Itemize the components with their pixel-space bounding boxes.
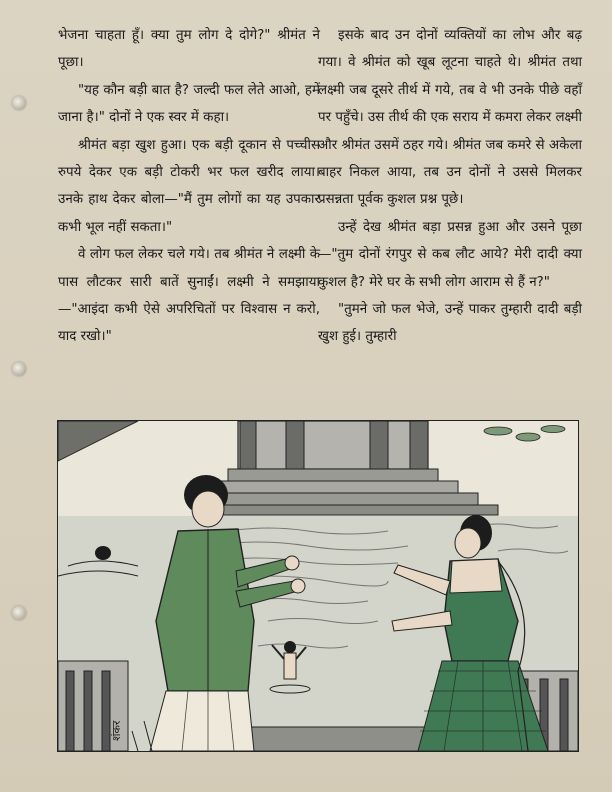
right-text-column: [318, 22, 582, 351]
artist-signature: शंकर: [110, 720, 123, 741]
left-text-column: [58, 22, 320, 351]
story-illustration: [57, 420, 579, 752]
illustration-svg: [58, 421, 578, 751]
paragraph: भेजना चाहता हूँ। क्या तुम लोग दे दोगे?" श्रीमंत ने पूछा।: [58, 28, 320, 71]
binder-hole: [12, 96, 26, 110]
paragraph: वे लोग फल लेकर चले गये। तब श्रीमंत ने लक्ष्मी के पास लौटकर सारी बातें सुनाईं। लक्ष्मी ने समझाया—"आइंदा कभी ऐसे अपरिचितों पर विश्वास न करो, याद रखो।": [58, 247, 320, 345]
paragraph: "तुमने जो फल भेजे, उन्हें पाकर तुम्हारी दादी बड़ी खुश हुई। तुम्हारी: [318, 302, 582, 345]
paragraph: "यह कौन बड़ी बात है? जल्दी फल लेते आओ, हमें जाना है।" दोनों ने एक स्वर में कहा।: [58, 82, 320, 126]
paragraph: श्रीमंत बड़ा खुश हुआ। एक बड़ी दूकान से पच्चीस रुपये देकर एक बड़ी टोकरी भर फल खरीद लाया। उनके हाथ देकर बोला—"मैं तुम लोगों का यह उपकार कभी भूल नहीं सकता।": [58, 137, 320, 235]
paragraph: उन्हें देख श्रीमंत बड़ा प्रसन्न हुआ और उसने पूछा—"तुम दोनों रंगपुर से कब लौट आये? मेरी दादी क्या कुशल है? मेरे घर के सभी लोग आराम से हैं न?": [318, 219, 582, 290]
binder-hole: [12, 362, 26, 376]
ghat-pillars-left: [66, 671, 110, 751]
binder-hole: [12, 606, 26, 620]
paragraph: इसके बाद उन दोनों व्यक्तियों का लोभ और बढ़ गया। वे श्रीमंत को खूब लूटना चाहते थे। श्रीमंत तथा लक्ष्मी जब दूसरे तीर्थ में गये, तब वे भी उनके पीछे वहाँ पर पहुँचे। उस तीर्थ की एक सराय में कमरा लेकर लक्ष्मी और श्रीमंत उसमें ठहर गये। श्रीमंत जब कमरे से अकेला बाहर निकल आया, तब उन दोनों ने उससे मिलकर प्रसन्नता पूर्वक कुशल प्रश्न पूछे।: [318, 28, 582, 208]
